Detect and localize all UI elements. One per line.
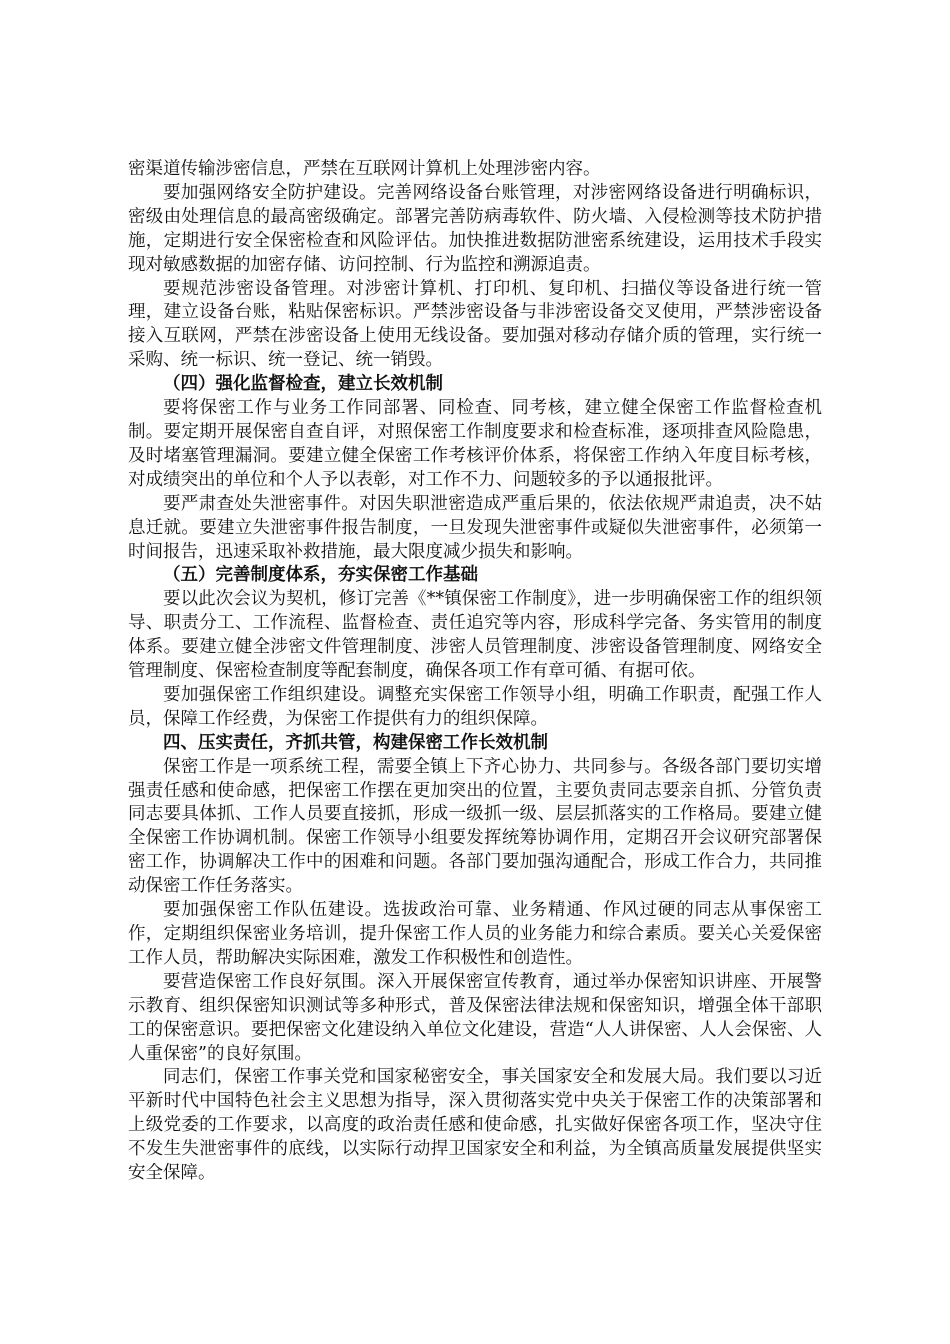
section-heading: 四、压实责任，齐抓共管，构建保密工作长效机制 <box>163 732 548 753</box>
body-paragraph: 密渠道传输涉密信息，严禁在互联网计算机上处理涉密内容。 <box>128 159 601 179</box>
body-paragraph: 要以此次会议为契机，修订完善《**镇保密工作制度》，进一步明确保密工作的组织领导、职责分工、工作流程、监督检查、责任追究等内容，形成科学完备、务实管用的制度体系。要建立健全涉密文件管理制度、涉密人员管理制度、涉密设备管理制度、网络安全管理制度、保密检查制度等配套制度，确保各项工作有章可循、有据可依。 <box>128 589 822 682</box>
section-heading: （四）强化监督检查，建立长效机制 <box>163 374 443 395</box>
body-paragraph: 保密工作是一项系统工程，需要全镇上下齐心协力、共同参与。各级各部门要切实增强责任感和使命感，把保密工作摆在更加突出的位置，主要负责同志要亲自抓、分管负责同志要具体抓、工作人员要直接抓，形成一级抓一级、层层抓落实的工作格局。要建立健全保密工作协调机制。保密工作领导小组要发挥统筹协调作用，定期召开会议研究部署保密工作，协调解决工作中的困难和问题。各部门要加强沟通配合，形成工作合力，共同推动保密工作任务落实。 <box>128 756 822 897</box>
body-paragraph: 要加强保密工作组织建设。调整充实保密工作领导小组，明确工作职责，配强工作人员，保障工作经费，为保密工作提供有力的组织保障。 <box>128 684 822 729</box>
section-heading: （五）完善制度体系，夯实保密工作基础 <box>163 565 478 586</box>
body-paragraph: 要规范涉密设备管理。对涉密计算机、打印机、复印机、扫描仪等设备进行统一管理，建立设备台账，粘贴保密标识。严禁涉密设备与非涉密设备交叉使用，严禁涉密设备接入互联网，严禁在涉密设备上使用无线设备。要加强对移动存储介质的管理，实行统一采购、统一标识、统一登记、统一销毁。 <box>128 278 822 371</box>
body-paragraph: 要严肃查处失泄密事件。对因失职泄密造成严重后果的，依法依规严肃追责，决不姑息迁就。要建立失泄密事件报告制度，一旦发现失泄密事件或疑似失泄密事件，必须第一时间报告，迅速采取补救措施，最大限度减少损失和影响。 <box>128 493 822 562</box>
body-paragraph: 要加强保密工作队伍建设。选拔政治可靠、业务精通、作风过硬的同志从事保密工作，定期组织保密业务培训，提升保密工作人员的业务能力和综合素质。要关心关爱保密工作人员，帮助解决实际困难，激发工作积极性和创造性。 <box>128 900 822 968</box>
body-paragraph: 同志们，保密工作事关党和国家秘密安全，事关国家安全和发展大局。我们要以习近平新时代中国特色社会主义思想为指导，深入贯彻落实党中央关于保密工作的决策部署和上级党委的工作要求，以高度的政治责任感和使命感，扎实做好保密各项工作，坚决守住不发生失泄密事件的底线，以实际行动捍卫国家安全和利益，为全镇高质量发展提供坚实安全保障。 <box>128 1067 822 1184</box>
document-page <box>128 158 822 1186</box>
body-paragraph: 要加强网络安全防护建设。完善网络设备台账管理，对涉密网络设备进行明确标识，密级由处理信息的最高密级确定。部署完善防病毒软件、防火墙、入侵检测等技术防护措施，定期进行安全保密检查和风险评估。加快推进数据防泄密系统建设，运用技术手段实现对敏感数据的加密存储、访问控制、行为监控和溯源追责。 <box>128 182 822 275</box>
body-paragraph: 要将保密工作与业务工作同部署、同检查、同考核，建立健全保密工作监督检查机制。要定期开展保密自查自评，对照保密工作制度要求和检查标准，逐项排查风险隐患，及时堵塞管理漏洞。要建立健全保密工作考核评价体系，将保密工作纳入年度目标考核，对成绩突出的单位和个人予以表彰，对工作不力、问题较多的予以通报批评。 <box>128 398 822 490</box>
body-paragraph: 要营造保密工作良好氛围。深入开展保密宣传教育，通过举办保密知识讲座、开展警示教育、组织保密知识测试等多种形式，普及保密法律法规和保密知识，增强全体干部职工的保密意识。要把保密文化建设纳入单位文化建设，营造“人人讲保密、人人会保密、人人重保密”的良好氛围。 <box>128 971 822 1064</box>
